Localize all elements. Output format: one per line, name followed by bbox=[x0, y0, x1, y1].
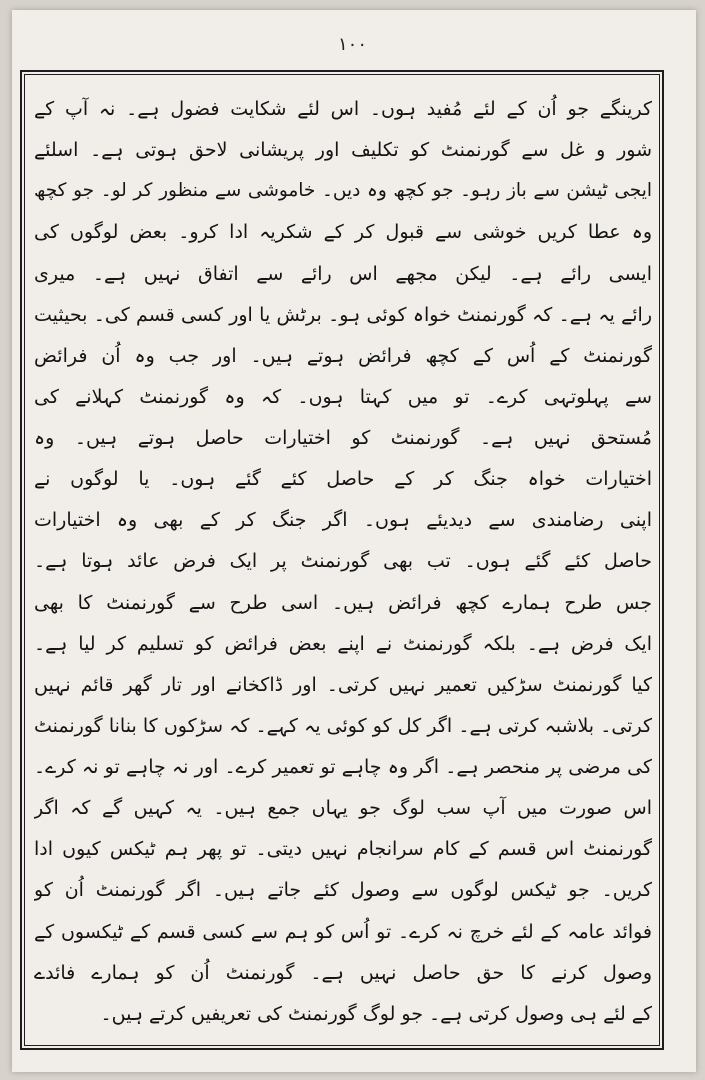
text-line: کریں۔ جو ٹیکس لوگوں سے وصول کئے جاتے ہیں۔ اگر گورنمنٹ اُن کو bbox=[34, 879, 652, 902]
text-line: وہ عطا کریں خوشی سے قبول کر کے شکریہ ادا کرو۔ بعض لوگوں کی bbox=[34, 221, 652, 244]
text-line: جس طرح ہمارے کچھ فرائض ہیں۔ اسی طرح سے گورنمنٹ کا بھی bbox=[34, 591, 652, 614]
text-line: کرتی۔ بلاشبہ کرتی ہے۔ اگر کل کو کوئی یہ کہے۔ کہ سڑکوں کا بنانا گورنمنٹ bbox=[34, 714, 652, 737]
text-line: گورنمنٹ اس قسم کے کام سرانجام نہیں دیتی۔ تو پھر ہم ٹیکس کیوں ادا bbox=[34, 838, 652, 861]
text-line: فوائد عامہ کے لئے خرچ نہ کرے۔ تو اُس کو ہم سے کسی قسم کے ٹیکسوں کے bbox=[34, 920, 652, 943]
text-line: اس صورت میں آپ سب لوگ جو یہاں جمع ہیں۔ یہ کہیں گے کہ اگر bbox=[34, 797, 652, 820]
text-line: سے پہلوتہی کرے۔ تو میں کہتا ہوں۔ کہ وہ گورنمنٹ کہلانے کی bbox=[34, 385, 652, 408]
text-line: ایجی ٹیشن سے باز رہو۔ جو کچھ وہ دیں۔ خاموشی سے منظور کر لو۔ جو کچھ bbox=[34, 180, 652, 202]
text-line: شور و غل سے گورنمنٹ کو تکلیف اور پریشانی لاحق ہوتی ہے۔ اسلئے bbox=[34, 139, 652, 162]
text-line: کے لئے ہی وصول کرتی ہے۔ جو لوگ گورنمنٹ کی تعریفیں کرتے ہیں۔ bbox=[100, 1002, 652, 1025]
text-line: وصول کرنے کا حق حاصل نہیں ہے۔ گورنمنٹ اُن کو ہمارے فائدے bbox=[34, 961, 652, 984]
text-line: رائے یہ ہے۔ کہ گورنمنٹ خواہ کوئی ہو۔ برٹش یا اور کسی قسم کی۔ بحیثیت bbox=[34, 303, 652, 326]
page-number: ۱۰۰ bbox=[337, 34, 367, 55]
text-line: ایک فرض ہے۔ بلکہ گورنمنٹ نے اپنے بعض فرائض کو تسلیم کر لیا ہے۔ bbox=[34, 632, 652, 655]
text-line: مُستحق نہیں ہے۔ گورنمنٹ کو اختیارات حاصل ہوتے ہیں۔ وہ bbox=[34, 427, 652, 449]
body-text bbox=[34, 88, 652, 1034]
text-line: ایسی رائے ہے۔ لیکن مجھے اس رائے سے اتفاق نہیں ہے۔ میری bbox=[34, 262, 652, 285]
text-line: حاصل کئے گئے ہوں۔ تب بھی گورنمنٹ پر ایک فرض عائد ہوتا ہے۔ bbox=[34, 550, 652, 573]
text-line: کرینگے جو اُن کے لئے مُفید ہوں۔ اس لئے شکایت فضول ہے۔ نہ آپ کے bbox=[34, 98, 652, 120]
text-line: کیا گورنمنٹ سڑکیں تعمیر نہیں کرتی۔ اور ڈاکخانے اور تار گھر قائم نہیں bbox=[34, 673, 652, 696]
text-line: اختیارات خواہ جنگ کر کے حاصل کئے گئے ہوں۔ یا لوگوں نے bbox=[34, 468, 652, 491]
text-line: اپنی رضامندی سے دیدیئے ہوں۔ اگر جنگ کر کے بھی وہ اختیارات bbox=[34, 509, 652, 532]
text-line: گورنمنٹ کے اُس کے کچھ فرائض ہوتے ہیں۔ اور جب وہ اُن فرائض bbox=[34, 344, 652, 367]
text-line: کی مرضی پر منحصر ہے۔ اگر وہ چاہے تو تعمیر کرے۔ اور نہ چاہے تو نہ کرے۔ bbox=[34, 756, 652, 778]
